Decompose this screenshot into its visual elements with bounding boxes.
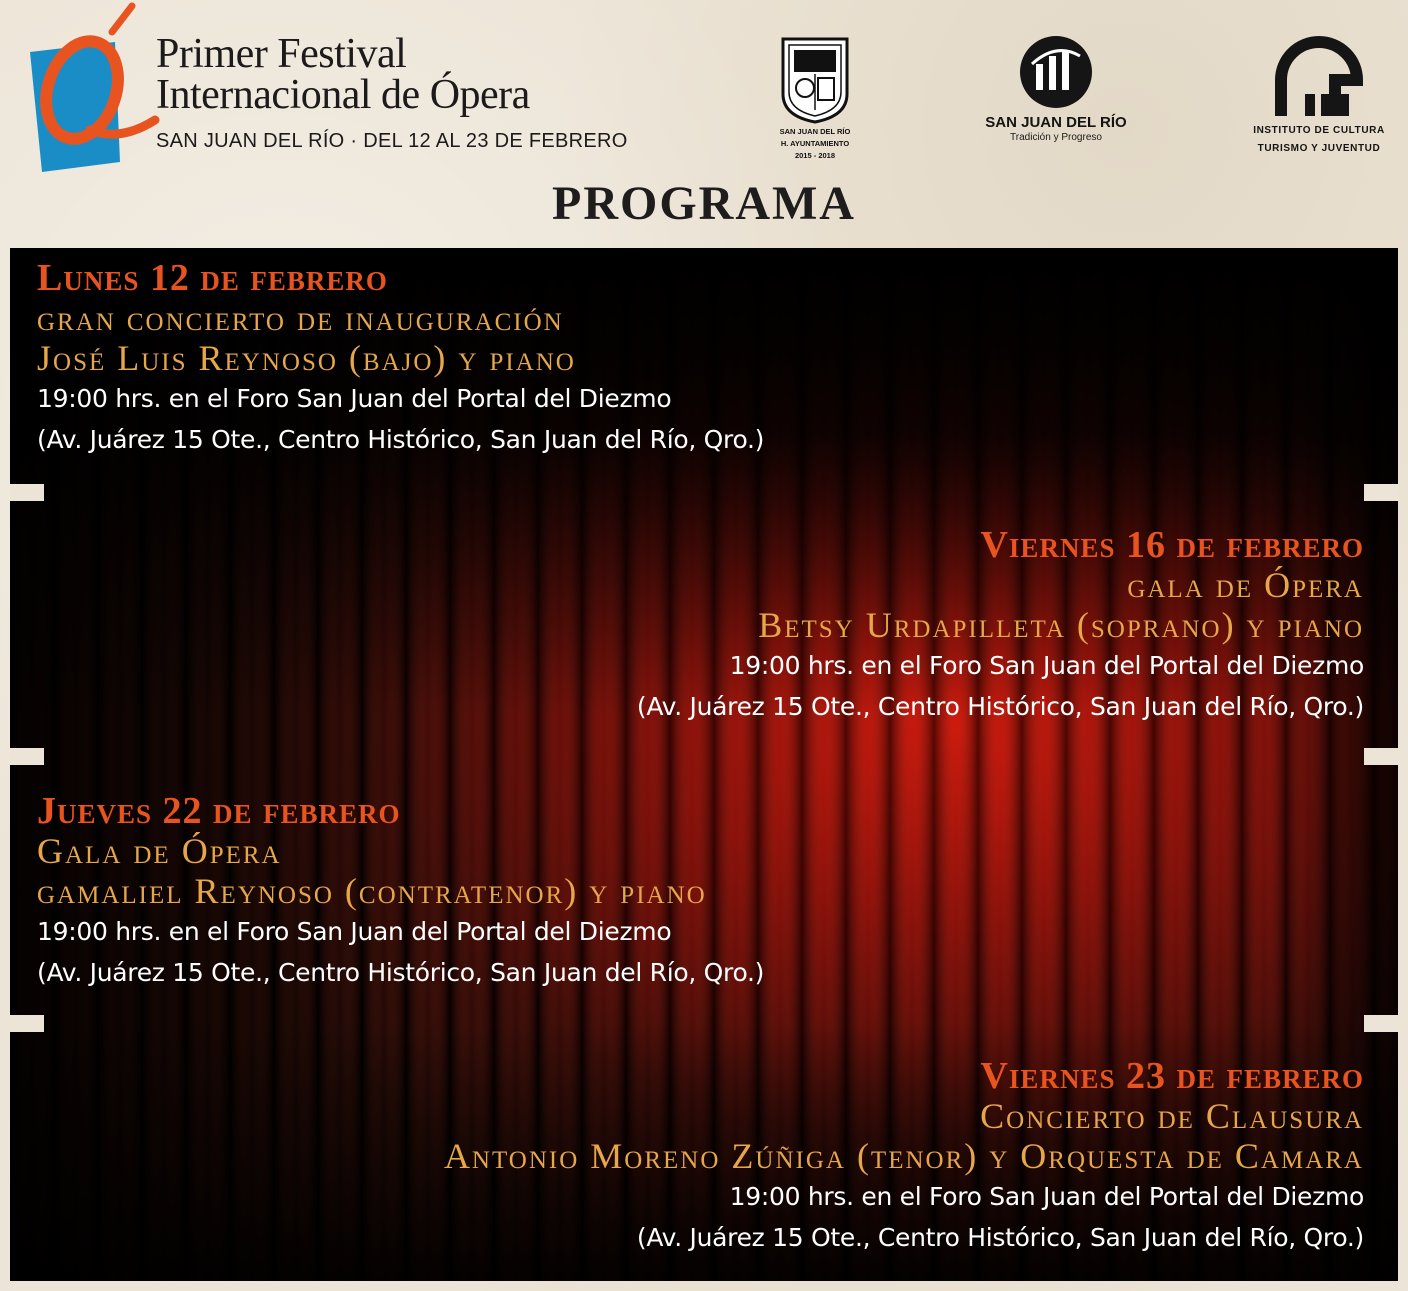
event-block: [37, 258, 764, 460]
event-address: (Av. Juárez 15 Ote., Centro Histórico, San Juan del Río, Qro.): [636, 692, 1364, 721]
event-performers: gamaliel Reynoso (contratenor) y piano: [37, 871, 707, 911]
event-date: Jueves 22 de febrero: [37, 790, 401, 832]
event-date: Viernes 16 de febrero: [980, 524, 1364, 566]
event-time-place: 19:00 hrs. en el Foro San Juan del Portal del Diezmo: [37, 384, 672, 413]
sjr-circle-logo-icon: [1018, 34, 1094, 110]
coat-of-arms-icon: [780, 36, 850, 124]
event-title: Gala de Ópera: [37, 831, 282, 871]
event-performers: Antonio Moreno Zúñiga (tenor) y Orquesta de Camara: [443, 1136, 1364, 1176]
event-block: [37, 791, 764, 993]
divider-notch: [10, 484, 44, 501]
municipio-logo: [966, 34, 1146, 143]
divider-notch: [1364, 484, 1398, 501]
festival-subtitle: SAN JUAN DEL RÍO · DEL 12 AL 23 DE FEBRERO: [156, 130, 628, 152]
divider-notch: [1364, 748, 1398, 765]
instituto-logo: [1244, 36, 1394, 154]
event-title: gran concierto de inauguración: [37, 298, 564, 338]
divider-notch: [1364, 1015, 1398, 1032]
logo-accent: [112, 6, 132, 32]
event-time-place: 19:00 hrs. en el Foro San Juan del Portal del Diezmo: [37, 917, 672, 946]
ayuntamiento-line1: SAN JUAN DEL RÍO: [779, 127, 851, 136]
event-address: (Av. Juárez 15 Ote., Centro Histórico, San Juan del Río, Qro.): [636, 1223, 1364, 1252]
event-block: [637, 525, 1364, 727]
municipio-name: SAN JUAN DEL RÍO: [985, 114, 1127, 131]
event-title: Concierto de Clausura: [980, 1096, 1364, 1136]
festival-title-line1: Primer Festival: [156, 31, 407, 77]
festival-title: [156, 31, 530, 118]
programa-title: PROGRAMA: [552, 177, 856, 230]
instituto-line1: INSTITUTO DE CULTURA: [1253, 125, 1385, 136]
ayuntamiento-logo: [766, 36, 864, 160]
instituto-line2: TURISMO Y JUVENTUD: [1257, 143, 1381, 154]
event-performers: José Luis Reynoso (bajo) y piano: [37, 338, 576, 378]
ayuntamiento-line2: H. AYUNTAMIENTO: [780, 139, 850, 148]
divider-notch: [10, 1015, 44, 1032]
divider-notch: [10, 748, 44, 765]
event-address: (Av. Juárez 15 Ote., Centro Histórico, San Juan del Río, Qro.): [37, 958, 765, 987]
festival-title-line2: Internacional de Ópera: [156, 72, 530, 118]
event-date: Viernes 23 de febrero: [980, 1055, 1364, 1097]
event-time-place: 19:00 hrs. en el Foro San Juan del Portal del Diezmo: [729, 1182, 1364, 1211]
event-date: Lunes 12 de febrero: [37, 257, 388, 299]
program-panel: [10, 248, 1398, 1281]
festival-opera-logo-icon: [20, 2, 170, 174]
event-performers: Betsy Urdapilleta (soprano) y piano: [758, 605, 1364, 645]
ayuntamiento-line3: 2015 - 2018: [794, 151, 836, 160]
event-address: (Av. Juárez 15 Ote., Centro Histórico, San Juan del Río, Qro.): [37, 425, 765, 454]
event-time-place: 19:00 hrs. en el Foro San Juan del Portal del Diezmo: [729, 651, 1364, 680]
event-block: [444, 1056, 1364, 1258]
municipio-tagline: Tradición y Progreso: [1010, 132, 1102, 143]
event-title: gala de Ópera: [1127, 565, 1364, 605]
instituto-building-icon: [1275, 36, 1363, 118]
